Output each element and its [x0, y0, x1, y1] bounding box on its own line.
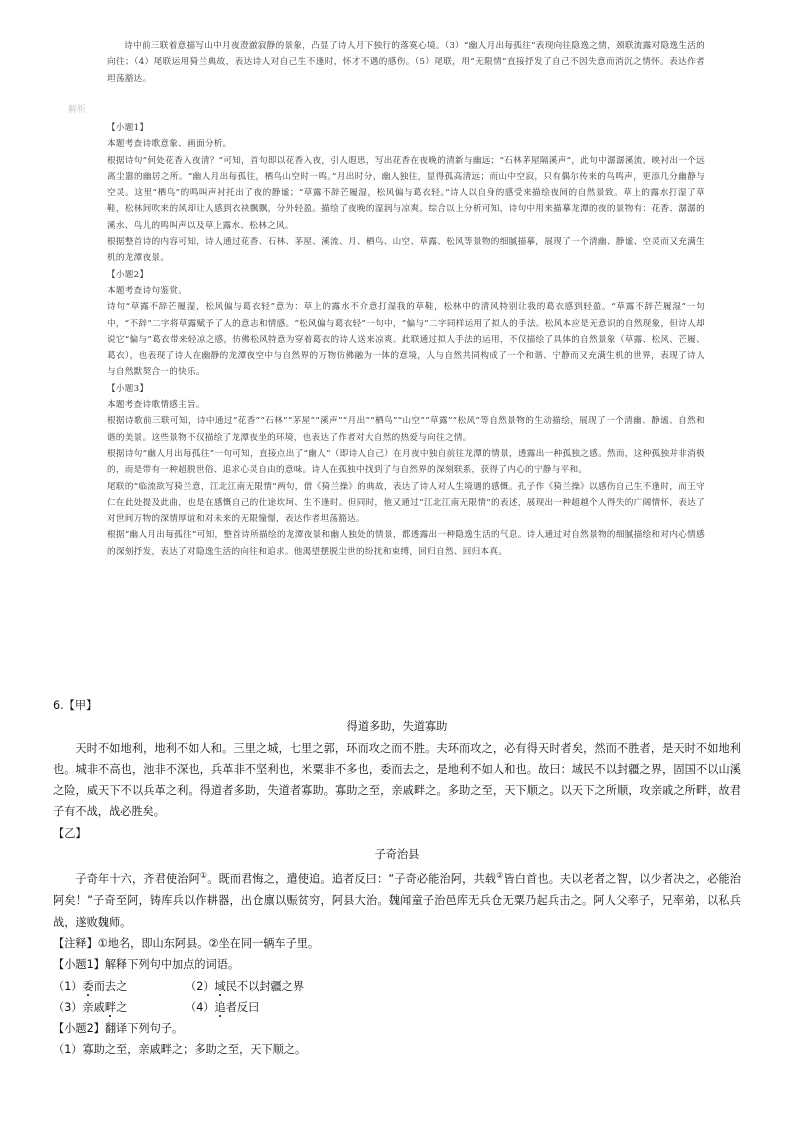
item-suffix: 而去之 [93, 979, 128, 993]
item-suffix: 之 [116, 1000, 128, 1014]
item-prefix: （1） [53, 979, 83, 993]
item-prefix: （3）亲戚 [53, 1000, 105, 1014]
subquestion-label: 【小题2】 [107, 269, 149, 280]
explanation-paragraph: 诗中前三联着意描写山中月夜澄澈寂静的景象，凸显了诗人月下独行的落寞心境。（3）“幽人月出每孤往”表现向往隐逸之情，颈联流露对隐逸生活的向往；（4）尾联运用猗兰典故，表达诗人对自己生不逢时，怀才不遇的感伤。（5）尾联，用“无限情”直接抒发了自己不因失意而消沉之情怀。表达作者坦荡豁达。 [107, 41, 705, 84]
item-prefix: （2） [185, 979, 215, 993]
dotted-word: 追 [214, 1000, 226, 1014]
item [53, 976, 185, 997]
passage-yi-title: 子奇治县 [374, 848, 420, 862]
item [185, 997, 259, 1018]
item-suffix: 者反曰 [225, 1000, 260, 1014]
passage-yi-text [53, 865, 741, 933]
analysis-paragraph: 本题考查诗歌意象、画面分析。 [107, 139, 232, 150]
passage-yi-text-part: 。既而君悔之，遣使追。追者反曰：“子奇必能治阿，共载 [207, 873, 497, 887]
item [185, 976, 304, 997]
passage-yi-head: 【乙】 [53, 826, 87, 840]
answer-explanation-tail [107, 38, 705, 87]
analysis-paragraph: 本题考查诗歌情感主旨。 [107, 400, 205, 411]
analysis-paragraph: 根据“幽人月出每孤往”可知，整首诗所描绘的龙潭夜景和幽人独处的情景，都透露出一种隐逸生活的气息。诗人通过对自然景物的细腻描绘和对内心情感的深刻抒发，表达了对隐逸生活的向往和追求。他渴望摆脱尘世的纷扰和束缚，回归自然、回归本真。 [107, 530, 705, 557]
item-prefix: （4） [185, 1000, 215, 1014]
question-6 [53, 695, 741, 1061]
passage-yi-text-part: 皆白首也。夫以老者之智，以少者决之，必能治阿矣！”子奇至阿，铸库兵以作耕器，出仓廪以赈贫穷，阿县大治。魏闻童子治邑库无兵仓无粟乃起兵击之。阿人父率子，兄率弟，以私兵战，遂败魏师。 [53, 873, 741, 929]
passage-jia-title: 得道多助，失道寡助 [346, 720, 448, 734]
dotted-word: 域 [214, 979, 226, 993]
analysis-paragraph: 本题考查诗句鉴赏。 [107, 285, 188, 296]
analysis-paragraph: 根据诗歌前三联可知，诗中通过“花香”“石林”“茅屋”“溪声”“月出”“栖鸟”“山空”“草露”“松风”等自然景物的生动描绘，展现了一个清幽、静谧、自然和谐的美景。这些景物不仅描绘了龙潭夜坐的环境，也表达了作者对大自然的热爱与向往之情。 [107, 416, 705, 443]
analysis-paragraph: 诗句“草露不辞芒履湿，松风偏与葛衣轻”意为：草上的露水不介意打湿我的草鞋，松林中的清风特别让我的葛衣感到轻盈。“草露不辞芒履湿”一句中，“不辞”二字将草露赋予了人的意志和情感。“松风偏与葛衣轻”一句中，“偏与”二字同样运用了拟人的手法。松风本应是无意识的自然现象，但诗人却说它“偏与”葛衣带来轻凉之感，仿佛松风特意为穿着葛衣的诗人送来凉爽。此联通过拟人手法的运用，不仅描绘了具体的自然景象（草露、松风、芒履、葛衣），也表现了诗人在幽静的龙潭夜空中与自然界的万物仿佛融为一体的意境，人与自然共同构成了一个和谐、宁静而又充满生机的世界，表现了诗人与自然默契合一的快乐。 [107, 302, 705, 378]
subquestion-1-head: 【小题1】解释下列句中加点的词语。 [53, 958, 240, 972]
dotted-word: 委 [82, 979, 94, 993]
subquestion-2-head: 【小题2】翻译下列句子。 [53, 1022, 184, 1036]
analysis-paragraph: 尾联的“临流欲写猗兰意，江北江南无限情”两句，借《猗兰操》的典故，表达了诗人对人生境遇的感慨。孔子作《猗兰操》以感伤自己生不逢时，而王守仁在此处提及此曲，也是在感慨自己的仕途坎坷、生不逢时。但同时，他又通过“江北江南无限情”的表述，展现出一种超越个人得失的广阔情怀，表达了对世间万物的深情厚谊和对未来的无限憧憬，表达作者坦荡豁达。 [107, 481, 705, 525]
subquestion-1-row [53, 997, 741, 1018]
subquestion-2-item: （1）寡助之至，亲戚畔之；多助之至，天下顺之。 [53, 1043, 307, 1057]
item-suffix: 民不以封疆之界 [225, 979, 305, 993]
footnote-marker: ② [496, 871, 504, 881]
annotation-line: 【注释】①地名，即山东阿县。②坐在同一辆车子里。 [53, 937, 320, 950]
analysis-label: 解析 [68, 104, 87, 114]
footnote-marker: ① [199, 871, 208, 881]
passage-yi-text-part: 子奇年十六，齐君使治阿 [75, 873, 200, 887]
question-6-head: 6.【甲】 [53, 699, 98, 712]
subquestion-1-row [53, 976, 741, 997]
analysis-paragraph: 根据诗句“幽人月出每孤往”一句可知，直接点出了“幽人”（即诗人自己）在月夜中独自前往龙潭的情景，透露出一种孤独之感。然而，这种孤独并非消极的，而是带有一种超脱世俗、追求心灵自由的意味。诗人在孤独中找到了与自然界的深刻联系，获得了内心的宁静与平和。 [107, 448, 705, 476]
item [53, 997, 185, 1018]
analysis-paragraph: 根据诗句“何处花香入夜清？”可知，首句即以花香入夜，引人遐思，写出花香在夜晚的清新与幽远；“石林茅屋隔溪声”，此句中潺潺溪流，映衬出一个远离尘嚣的幽居之所。“幽人月出每孤往，栖鸟山空时一鸣。”月出时分，幽人独往，显得孤高清远；而山中空寂，只有偶尔传来的鸟鸣声，更添几分幽静与空灵。这里“栖鸟”的鸣叫声衬托出了夜的静谧；“草露不辞芒履湿，松风偏与葛衣轻。”诗人以自身的感受来描绘夜间的自然景致。草上的露水打湿了草鞋，松林间吹来的风却让人感到衣袂飘飘，分外轻盈。描绘了夜晚的湿润与凉爽。综合以上分析可知，诗句中用来描摹龙潭的夜的景物有：花香、潺潺的溪水、鸟儿的鸣叫声以及草上露水、松林之风。 [107, 155, 705, 231]
passage-jia-text: 天时不如地利，地利不如人和。三里之城，七里之郭，环而攻之而不胜。夫环而攻之，必有得天时者矣，然而不胜者，是天时不如地利也。城非不高也，池非不深也，兵革非不坚利也，米粟非不多也，委而去之，是地利不如人和也。故曰：域民不以封疆之界，固国不以山溪之险，威天下不以兵革之利。得道者多助，失道者寡助。寡助之至，亲戚畔之。多助之至，天下顺之。以天下之所顺，攻亲戚之所畔，故君子有不战，战必胜矣。 [53, 741, 741, 819]
dotted-word: 畔 [104, 1000, 117, 1014]
analysis-paragraph: 根据整首诗的内容可知，诗人通过花香、石林、茅屋、溪流、月、栖鸟、山空、草露、松风等景物的细腻描摹，展现了一个清幽、静谧、空灵而又充满生机的龙潭夜景。 [107, 237, 705, 264]
analysis-block [107, 120, 705, 560]
subquestion-label: 【小题1】 [107, 123, 149, 133]
subquestion-label: 【小题3】 [107, 383, 149, 394]
